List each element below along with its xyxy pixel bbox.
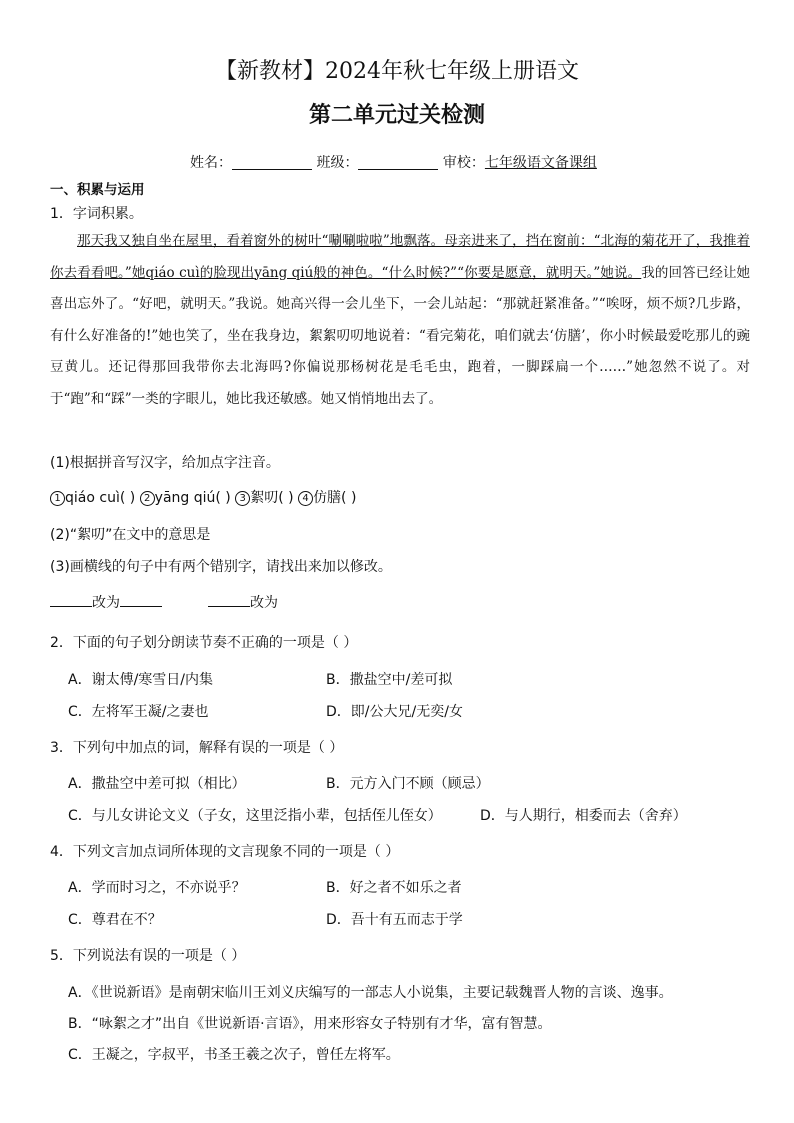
question-2-stem: 2．下面的句子划分朗读节奏不正确的一项是（ ） (50, 635, 358, 651)
question-4-stem: 4．下列文言加点词所体现的文言现象不同的一项是（ ） (50, 844, 400, 860)
item-number: 3 (235, 491, 250, 506)
class-blank[interactable] (358, 155, 438, 170)
question-5-stem: 5．下列说法有误的一项是（ ） (50, 948, 246, 964)
question-1-stem: 1．字词积累。 (50, 206, 143, 222)
item-text: 絮叨( ) (250, 490, 294, 506)
item-number: 4 (298, 491, 313, 506)
q5-option-b[interactable]: B．“咏絮之才”出自《世说新语·言语》，用来形容女子特别有才华，富有智慧。 (68, 1016, 552, 1032)
correction-blank[interactable] (50, 594, 92, 607)
document-title: 【新教材】2024年秋七年级上册语文 (215, 59, 579, 84)
q1-sub1: (1)根据拼音写汉字，给加点字注音。 (50, 455, 280, 471)
item-text: yāng qiú( ) (154, 490, 231, 506)
question-3-stem: 3．下列句中加点的词，解释有误的一项是（ ） (50, 740, 344, 756)
q3-option-b[interactable]: B．元方入门不顾（顾忌） (326, 776, 490, 792)
q4-option-a[interactable]: A．学而时习之，不亦说乎？ (68, 880, 246, 896)
passage-underlined-part1: 那天我又独自坐在屋里，看着窗外的树叶“唰唰啦啦”地飘落。母亲进来了，挡在窗前：“北海的菊花开了，我推着你去看看吧。”她 (50, 233, 750, 281)
q2-option-d[interactable]: D．即/公大兄/无奕/女 (326, 704, 463, 720)
item-text: qiáo cuì( ) (65, 490, 136, 506)
item-text: 仿膳( ) (313, 490, 357, 506)
q2-option-b[interactable]: B．撒盐空中/差可拟 (326, 672, 453, 688)
passage-pinyin-2: yāng qiú (254, 264, 314, 281)
fix-label: 改为 (92, 595, 120, 611)
passage-underlined-part3: 般的神色。“什么时候?”“你要是愿意，就明天。”她说。 (313, 264, 642, 281)
student-info-line (190, 152, 597, 172)
q2-option-a[interactable]: A．谢太傅/寒雪日/内集 (68, 672, 214, 688)
q5-option-a[interactable]: A．《世说新语》是南朝宋临川王刘义庆编写的一部志人小说集，主要记载魏晋人物的言谈、逸事。 (68, 985, 673, 1001)
passage-rest: 我的回答已经让她喜出忘外了。“好吧，就明天。”我说。她高兴得一会儿坐下，一会儿站起：“那就赶紧准备。”“唉呀，烦不烦?几步路，有什么好准备的!”她也笑了，坐在我身边，絮絮叨叨地说着：“看完菊花，咱们就去‘仿膳’，你小时候最爱吃那儿的豌豆黄儿。还记得那回我带你去北海吗?你偏说那杨树花是毛毛虫，跑着，一脚踩扁一个……”她忽然不说了。对于“跑”和“踩”一类的字眼儿，她比我还敏感。她又悄悄地出去了。 (50, 264, 751, 407)
correction-line-1 (50, 592, 162, 612)
correction-line-2 (208, 592, 278, 612)
section-heading: 一、积累与运用 (50, 182, 145, 198)
q4-option-b[interactable]: B．好之者不如乐之者 (326, 880, 462, 896)
review-value: 七年级语文备课组 (484, 155, 597, 171)
review-label: 审校： (442, 155, 485, 171)
q1-sub3: (3)画横线的句子中有两个错别字，请找出来加以修改。 (50, 559, 392, 575)
name-label: 姓名： (190, 155, 232, 171)
document-subtitle: 第二单元过关检测 (308, 102, 485, 128)
q3-option-d[interactable]: D．与人期行，相委而去（舍弃） (480, 808, 687, 824)
q4-option-c[interactable]: C．尊君在不？ (68, 912, 162, 928)
correction-blank[interactable] (120, 594, 162, 607)
q5-option-c[interactable]: C．王凝之，字叔平，书圣王羲之次子，曾任左将军。 (68, 1047, 400, 1063)
q1-sub2: (2)“絮叨”在文中的意思是 (50, 527, 211, 543)
q4-option-d[interactable]: D．吾十有五而志于学 (326, 912, 463, 928)
item-number: 2 (140, 491, 155, 506)
correction-blank[interactable] (208, 594, 250, 607)
name-blank[interactable] (232, 155, 312, 170)
reading-passage (50, 226, 750, 415)
q1-items (50, 487, 356, 507)
q3-option-a[interactable]: A．撒盐空中差可拟（相比） (68, 776, 246, 792)
q2-option-c[interactable]: C．左将军王凝/之妻也 (68, 704, 209, 720)
passage-pinyin-1: qiáo cuì (145, 264, 200, 281)
q3-option-c[interactable]: C．与儿女讲论文义（子女，这里泛指小辈，包括侄儿侄女） (68, 808, 442, 824)
class-label: 班级： (316, 155, 359, 171)
fix-label: 改为 (250, 595, 278, 611)
item-number: 1 (50, 491, 65, 506)
passage-underlined-part2: 的脸现出 (199, 264, 255, 281)
